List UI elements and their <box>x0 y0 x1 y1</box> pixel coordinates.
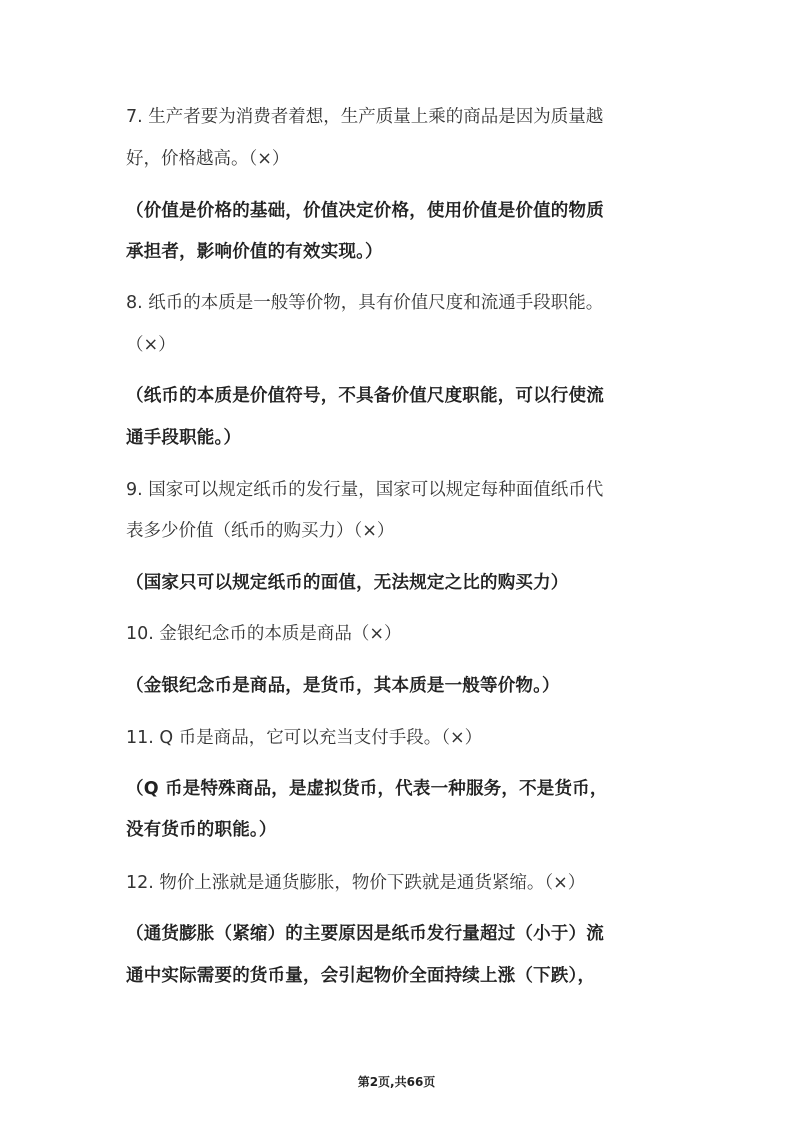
question-11-line-1: 11. Q 币是商品，它可以充当支付手段。（×） <box>126 728 483 748</box>
answer-7-line-1: （价值是价格的基础，价值决定价格，使用价值是价值的物质 <box>126 201 604 221</box>
question-12-line-1: 12. 物价上涨就是通货膨胀，物价下跌就是通货紧缩。（×） <box>126 873 586 893</box>
answer-11-line-1: （Q 币是特殊商品，是虚拟货币，代表一种服务，不是货币， <box>126 779 608 799</box>
question-7-line-1: 7. 生产者要为消费者着想，生产质量上乘的商品是因为质量越 <box>126 107 604 127</box>
answer-11-line-2: 没有货币的职能。） <box>126 820 277 840</box>
answer-12-line-2: 通中实际需要的货币量，会引起物价全面持续上涨（下跌）， <box>126 966 596 986</box>
question-9-line-2: 表多少价值（纸币的购买力）（×） <box>126 521 395 541</box>
question-7-line-2: 好，价格越高。（×） <box>126 149 290 169</box>
answer-8-line-1: （纸币的本质是价值符号，不具备价值尺度职能，可以行使流 <box>126 386 604 406</box>
question-8-line-2: （×） <box>126 335 176 355</box>
question-10-line-1: 10. 金银纪念币的本质是商品（×） <box>126 624 402 644</box>
answer-9-line-1: （国家只可以规定纸币的面值，无法规定之比的购买力） <box>126 573 569 593</box>
answer-8-line-2: 通手段职能。） <box>126 428 242 448</box>
document-body <box>126 96 671 996</box>
answer-7-line-2: 承担者，影响价值的有效实现。） <box>126 242 383 262</box>
question-9-line-1: 9. 国家可以规定纸币的发行量，国家可以规定每种面值纸币代 <box>126 480 604 500</box>
answer-10-line-1: （金银纪念币是商品，是货币，其本质是一般等价物。） <box>126 676 560 696</box>
question-8-line-1: 8. 纸币的本质是一般等价物，具有价值尺度和流通手段职能。 <box>126 293 604 313</box>
page-number: 第2页,共66页 <box>357 1075 436 1089</box>
answer-12-line-1: （通货膨胀（紧缩）的主要原因是纸币发行量超过（小于）流 <box>126 924 604 944</box>
